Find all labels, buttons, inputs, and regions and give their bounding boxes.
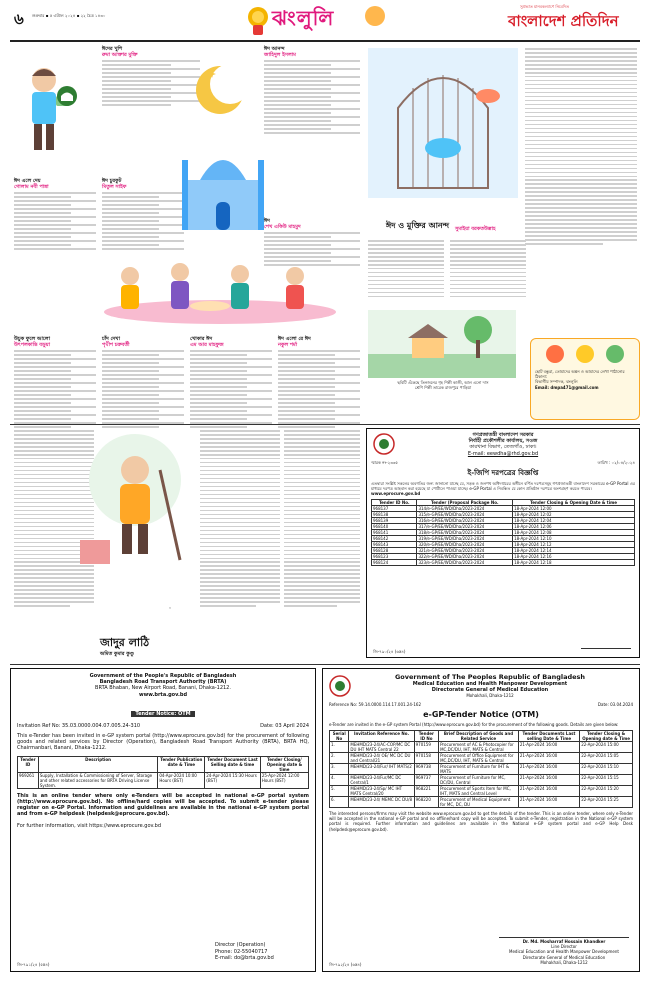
table-cell: Procurement of Office Equipment for MC,DC/DU, IHT, MATS & Central [439,753,519,764]
table-cell: Supply, Installation & Commissioning of Server, Storage and other related accessories for BRTA Driving License System. [38,772,157,788]
date-line: শুক্রবার ▪ ৫ এপ্রিল ২০২৪ ▪ ২২ চৈত্র ১৪৩০ [32,13,106,18]
brta-column-header: Tender Document Last Selling date & time [205,756,261,772]
table-cell: 969738 [414,764,438,775]
table-row [330,742,633,753]
table-cell: 968141 [372,529,417,535]
table-cell: 968142 [372,535,417,541]
poem-4 [102,178,184,252]
poem-2 [264,46,360,136]
table-cell: 970159 [414,742,438,753]
village-drawing [368,310,516,378]
poem-body [278,350,360,427]
brta-column-header: Tender Closing/ Opening date & time [260,756,308,772]
table-cell: MEHMD/23-24/ MEMC DC DU/8 [349,797,414,808]
feature-body [525,48,637,245]
poem-author: উৎপলকান্তি বড়ুয়া [14,342,50,349]
rhd-office: নির্বাহী প্রকৌশলীর কার্যালয়, সওজ [468,438,538,445]
table-cell: MEHMD/23-24/Fur/MC DC Central/1 [349,775,414,786]
contact-address: বিভাগীয় সম্পাদক, ঝংলুলি [535,379,578,385]
rhd-gov-line: গণপ্রজাতন্ত্রী বাংলাদেশ সরকার [472,432,534,438]
poem-body [102,350,184,427]
rhd-signature [581,635,631,649]
table-cell: 18-Apr-2024 12:02 [513,511,635,517]
poem-title: উচুক ফুলে আলো [14,336,50,342]
table-cell: 18-Apr-2024 12:08 [513,529,635,535]
table-cell: 21-Apr-2024 16:00 [518,786,579,797]
rhd-memo: স্মারক নং-২৩৩৫ [371,459,399,465]
table-cell: 18-Apr-2024 12:04 [513,517,635,523]
story-title: জাদুর লাঠি [100,636,150,649]
dgme-address: Mohakhali, Dhaka-1212 [466,693,514,699]
table-cell: 317/e-GP/EE/WD/Dha/2023-2024 [417,523,513,529]
poem-body [102,60,200,105]
brta-tender-label: Tender Notice: OTM [131,711,194,717]
section-divider [10,424,640,425]
table-cell: 314/e-GP/EE/WD/Dha/2023-2024 [417,505,513,511]
table-cell: Procurement of Furniture for IHT & MATS [439,764,519,775]
dgme-column-header: Brief Description of Goods and Related Service [439,731,519,742]
poem-title: খোকার ঈদ [190,336,213,342]
table-cell: 2. [330,753,349,764]
table-cell: 322/e-GP/EE/WD/Dha/2023-2024 [417,553,513,559]
boy-illustration [14,62,76,160]
table-cell: 968124 [372,559,417,565]
table-cell: 18-Apr-2024 12:00 [513,505,635,511]
table-cell: 968221 [414,786,438,797]
brta-column-header: Tender Publication date & Time [158,756,205,772]
table-cell: 22-Apr-2024 15:25 [580,797,633,808]
rhd-column-header: Tender ID No. [372,499,417,505]
dgme-signature-mark [499,928,629,938]
dgme-ref: Reference No: 59.14.0000.114.17.001.24-162 [329,701,421,707]
dgme-signatory-org2: Directorate General of Medical Education [522,954,606,960]
brta-ref: Invitation Ref No: 35.03.0000.004.07.005.24-310 [17,722,141,729]
table-cell: 318/e-GP/EE/WD/Dha/2023-2024 [417,529,513,535]
rhd-footer-code: জি-৭৯০/২৪ (৬x৪) [373,648,406,654]
story-page-ref: ০ [168,605,172,610]
table-cell: 968123 [372,553,417,559]
table-cell: 320/e-GP/EE/WD/Dha/2023-2024 [417,541,513,547]
poem-body [264,60,360,133]
poem-title: ঈদ এলে দেয় [14,178,41,184]
dgme-gov: Government of The Peoples Republic of Bangladesh [394,673,586,681]
table-cell: 25-Apr-2024 12:00 Hours (BST) [260,772,308,788]
table-cell: 968139 [372,517,417,523]
table-cell: 316/e-GP/EE/WD/Dha/2023-2024 [417,517,513,523]
table-cell: 18-Apr-2024 12:10 [513,535,635,541]
dgme-column-header: Tender Closing & Opening date & Time [580,731,633,742]
poem-author: জাহিদুল ইসলাম [264,52,296,59]
table-cell: 21-Apr-2024 16:00 [518,775,579,786]
brta-tender-notice [10,668,316,972]
page-number: ৬ [14,10,24,28]
brta-signatory-title: Director (Operation) [215,942,266,949]
dgme-signatory-title: Line Director [551,944,577,950]
poem-9 [278,336,360,430]
poem-7 [102,336,184,430]
table-cell: 968220 [414,797,438,808]
poem-body [14,192,96,249]
brta-intro: This e-Tender has been invited in e-GP system portal (http://www.eprocure.gov.bd) for the procurement of following goods and related services by Director (Operation), Bangladesh Road Transport Authority (BRTA), BRTA HQ, Chairmanbari, Banani, Dhaka-1212. [17,733,309,752]
brta-org: Bangladesh Road Transport Authority (BRTA) [99,679,227,686]
poem-author: পৃথ্বীশ চক্রবর্তী [102,342,130,349]
header-divider [10,40,640,42]
table-cell: 5. [330,786,349,797]
table-cell: 969737 [414,775,438,786]
poem-author: গোলাম নবী পান্না [14,184,49,191]
mosque-illustration [178,120,268,240]
table-cell: Procurement of Sports Item for MC, IHT, MATS and Central Level [439,786,519,797]
poem-title: ঈদের খুশি [102,46,123,52]
table-cell: 18-Apr-2024 12:14 [513,547,635,553]
table-cell: 321/e-GP/EE/WD/Dha/2023-2024 [417,547,513,553]
poem-1 [102,46,200,108]
children-mascot-icon [365,6,385,32]
feature-author: সুমাইয়া বরকতউল্লাহ [455,226,496,232]
table-cell: 315/e-GP/EE/WD/Dha/2023-2024 [417,511,513,517]
table-cell: Procurement of Furniture for MC, DC/DU, Central [439,775,519,786]
table-cell: 3. [330,764,349,775]
poem-title: ঈদ চুরকুট [102,178,122,184]
table-cell: MEHMD/23-24/Fur/ IHT MATS/2 [349,764,414,775]
brta-date: Date: 03 April 2024 [260,722,309,729]
story-author: অমিত কুমার কুণ্ডু [100,651,134,657]
brta-tender-table [17,756,309,789]
rhd-date: তারিখ : ০২/০৪/২০২৪ [597,459,635,465]
section-divider-2 [10,664,640,665]
table-cell: 968128 [372,547,417,553]
poem-author: মিতুল সাইফ [102,184,127,191]
cartoon-characters-icon [535,343,635,365]
table-cell: 323/e-GP/EE/WD/Dha/2023-2024 [417,559,513,565]
table-cell: Procurement of AC & Photocopier for MC,DC/DU, IHT, MATS & Central [439,742,519,753]
table-cell: 1. [330,742,349,753]
table-row [18,772,309,788]
rhd-column-header: Tender Closing & Opening Date & time [513,499,635,505]
poem-author: এম আর মাহফুজ [190,342,224,349]
dgme-intro: e-Tender are invited in the e-GP system Portal (http://www.eprocure.gov.bd) for the procurement of the following goods. Details are given below: [329,721,619,727]
paper-tagline: সুপ্রভাত মানবকল্যাণে নিবেদিত [520,4,570,9]
table-cell: 968137 [372,505,417,511]
dgme-signatory-org3: Mohakhali, Dhaka-1212 [540,959,588,965]
brta-column-header: Description [38,756,157,772]
contact-email[interactable]: Email: dmpa471@gmail.com [535,384,599,390]
table-cell: 968143 [372,541,417,547]
poem-title: ঈদ এলো রে ঈদ [278,336,311,342]
table-cell: 22-Apr-2024 15:15 [580,775,633,786]
contact-text: ছোট বন্ধুরা, তোমাদের অঙ্কন ও আমাদের লেখা পাঠানোর ঠিকানা: [535,369,625,380]
dgme-column-header: Tender ID No [414,731,438,742]
poem-body [14,350,96,427]
sun-mascot-icon [244,3,272,37]
table-cell: 6. [330,797,349,808]
table-row [330,753,633,764]
dgme-signatory-name: Dr. Md. Mosharraf Hossain Khandker [522,938,606,944]
brta-column-header: Tender ID [18,756,39,772]
poem-6 [14,336,96,430]
table-row [330,775,633,786]
table-row [372,559,635,565]
poem-title: চাঁদ দেখা [102,336,120,342]
contact-box [530,338,640,420]
boy-with-stick-illustration [70,430,200,580]
drawing-caption: ছবিটি এঁকেছে তিনজনের গৃহ শিল্পী কাজী, আল এনো দাস শ্রেণি শিল্পী তারেক রাজপুরে পাড়িয়া [397,380,489,391]
table-cell: Procurement of Medical Equipment for MC, DC, DU [439,797,519,808]
table-cell: 22-Apr-2024 15:05 [580,753,633,764]
mosque-badge-icon [56,85,78,107]
poem-body [190,350,272,427]
brta-address: BRTA Bhaban, New Airport Road, Banani, Dhaka-1212. [95,685,231,692]
table-cell: 18-Apr-2024 12:06 [513,523,635,529]
feature-columns [368,240,526,300]
feature-intro [525,48,637,247]
brta-phone: Phone: 02-55040717 [215,948,268,955]
brta-further-info[interactable]: For further information, visit https://www.eprocure.gov.bd [17,823,162,830]
dgme-ministry: Medical Education and Health Manpower Development [412,681,568,687]
bird-cage-illustration [368,48,518,198]
rhd-tender-table [371,499,635,566]
table-cell: 21-Apr-2024 16:00 [518,753,579,764]
table-cell: 18-Apr-2024 12:18 [513,559,635,565]
feature-heading: ঈদ ও মুক্তির আনন্দ [386,221,450,230]
table-cell: 21-Apr-2024 16:00 [518,742,579,753]
section-title: ঝংলুলি [272,6,335,30]
table-cell: 969261 [18,772,39,788]
brta-web[interactable]: www.brta.gov.bd [138,691,188,698]
government-seal-icon [373,433,395,455]
dgme-code: জি-৭৯২/২৪ (৬x৪) [329,961,362,967]
dgme-date: Date: 03.04.2024 [597,701,633,707]
story-text-mid [200,430,280,609]
table-cell: 319/e-GP/EE/WD/Dha/2023-2024 [417,535,513,541]
rhd-body: এতদ্বারা সংশ্লিষ্ট সকলের অবগতির জন্য জানানো যাচ্ছে যে, সড়ক ও জনপথ অধিদপ্তরের অধীনে বর্ণিত দরপত্রসমূহ গণপ্রজাতন্ত্রী বাংলাদেশ সরকারের e-GP Portal এর মাধ্যমে দরপত্র আহবান করা হয়েছে যা পোর্টালে পাওয়া যাচ্ছে। e-GP Portal এ নিবন্ধিত যে কোন প্রতিষ্ঠান দরপত্রে অংশগ্রহণ করতে পারবে। [371,481,635,492]
dgme-tender-table [329,730,633,808]
paper-logo: বাংলাদেশ প্রতিদিন [508,12,619,30]
table-cell: 24-Apr-2024 15:30 Hours (BST) [205,772,261,788]
children-celebration-illustration [100,246,340,326]
header [0,0,650,46]
rhd-heading: ই-জিপি দরপত্রের বিজ্ঞপ্তি [467,469,539,478]
dgme-tender-notice [322,668,640,972]
dgme-directorate: Directorate General of Medical Education [431,687,549,694]
rhd-tender-notice [366,428,640,658]
table-cell: MEHMD/23-24/Sp/ MC IHT MATS Central/20 [349,786,414,797]
feature-title [386,213,449,233]
brta-online-note: This is an online tender where only e-Tenders will be accepted in national e-GP portal system (http://www.eprocure.gov.bd). No offline/hard copies will be accepted. To submit e-tender please register on e-GP Portal. Information and guidelines are available in the national e-GP system portal and from e-GP helpdesk (helpdesk@eprocure.gov.bd). [17,792,309,818]
dgme-signatory [499,928,629,965]
brta-email[interactable]: E-mail: do@brta.gov.bd [215,954,274,961]
rhd-column-header: Tender (Proposal Package No. [417,499,513,505]
poem-8 [190,336,272,430]
table-cell: 18-Apr-2024 12:16 [513,553,635,559]
table-cell: 21-Apr-2024 16:00 [518,797,579,808]
table-cell: 21-Apr-2024 16:00 [518,764,579,775]
table-cell: 968138 [372,511,417,517]
poem-3 [14,178,96,252]
dgme-column-header: Serial No [330,731,349,742]
table-row [330,797,633,808]
table-cell: 04-Apr-2024 10:00 Hours (BST) [158,772,205,788]
brta-gov: Government of the People's Republic of Bangladesh [89,673,237,679]
brta-signatory [215,942,305,961]
table-cell: 22-Apr-2024 15:00 [580,742,633,753]
table-cell: MEHMD/23-24/ OE/ MC DC DU and Central/21 [349,753,414,764]
dgme-signatory-org1: Medical Education and Health Manpower Development [509,949,619,955]
story-text-right [284,430,360,609]
table-cell: 4. [330,775,349,786]
dgme-column-header: Tender Documents Last selling Date & Time [518,731,579,742]
table-row [330,786,633,797]
rhd-email[interactable]: E-mail: eewdha@rhd.gov.bd [467,450,539,457]
dgme-column-header: Invitation Reference No. [349,731,414,742]
brta-code: জি-৭৯১/২৪ (৫x৪) [17,961,50,967]
table-cell: 22-Apr-2024 15:20 [580,786,633,797]
government-seal-icon [329,675,351,697]
poem-title: ঈদ আনন্দ [264,46,285,52]
table-cell: 18-Apr-2024 12:12 [513,541,635,547]
table-cell: 22-Apr-2024 15:10 [580,764,633,775]
dgme-heading: e-GP-Tender Notice (OTM) [423,709,539,719]
table-cell: 970158 [414,753,438,764]
crescent-moon-icon [190,60,250,120]
poem-title: ঈদ [264,218,270,224]
poem-body [102,192,184,249]
rhd-division: কারখানা বিভাগ, তেজগাঁও, ঢাকা। [469,444,537,451]
table-row [330,764,633,775]
rhd-website[interactable]: www.eprocure.gov.bd [371,491,421,497]
poem-author: নকুল শর্মা [278,342,298,349]
poem-author: শেখ একিউ মাহমুদ [264,224,301,231]
dgme-footer: The interested persons/firms may visit the website www.eprocure.gov.bd to get the details of the tender. This is an online tender, where only e-Tender will be accepted in the national e-GP portal and no offline/hard copy will be accepted. To submit e-Tender, registration in the National e-GP system portal is required. Further information and guidelines are available in the National e-GP system portal and e-GP Help Desk (helpdesk@eprocure.gov.bd). [329,811,633,832]
table-cell: MEHMD/23-24/AC-COP/MC DC DU IHT MATS Central 22 [349,742,414,753]
table-cell: 968140 [372,523,417,529]
poem-author: রুমা আক্তার মুক্তি [102,52,138,59]
